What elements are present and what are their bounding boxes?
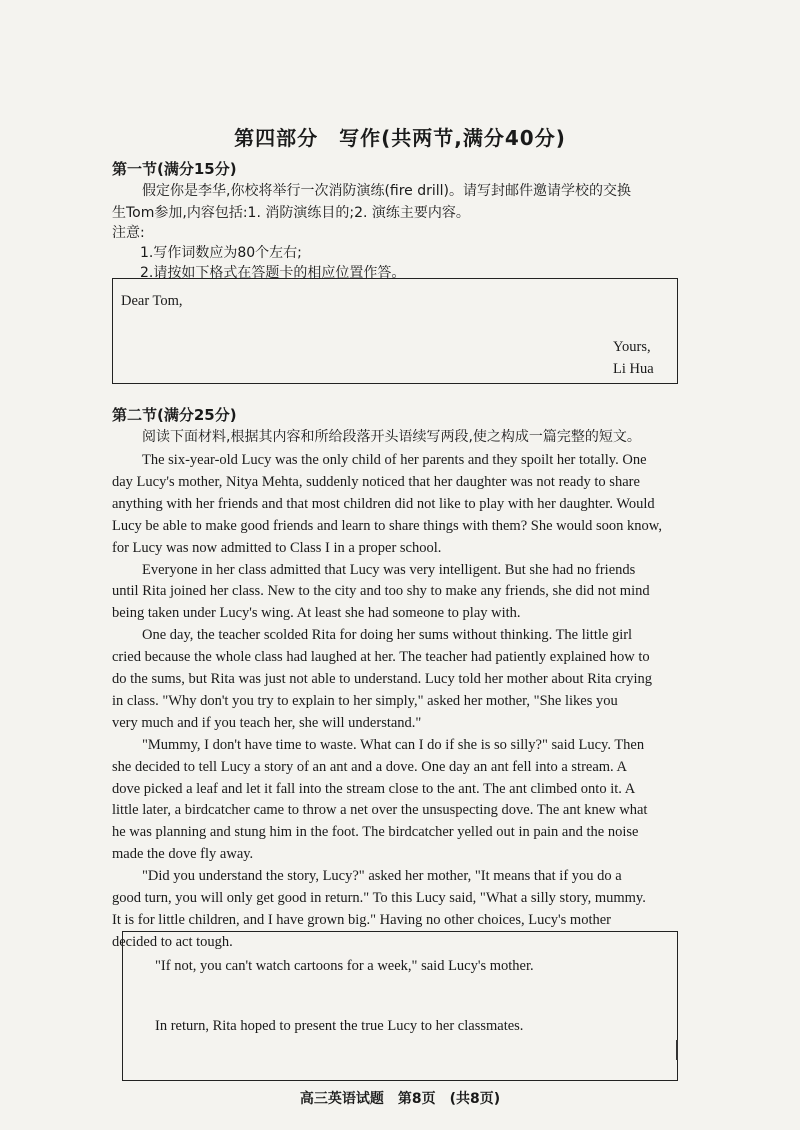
passage-line: she decided to tell Lucy a story of an ant and a dove. One day an ant fell into a stream. A: [112, 758, 627, 775]
passage-line: very much and if you teach her, she will understand.": [112, 714, 422, 731]
note-1: 1.写作词数应为80个左右;: [140, 245, 302, 261]
passage-line: "Mummy, I don't have time to waste. What can I do if she is so silly?" said Lucy. Then: [142, 736, 645, 753]
section1-heading: 第一节(满分15分): [112, 160, 237, 178]
margin-mark: [676, 1040, 678, 1060]
passage-line: anything with her friends and that most children did not like to play with her daughter. Would: [112, 495, 655, 512]
passage-line: "Did you understand the story, Lucy?" asked her mother, "It means that if you do a: [142, 868, 622, 885]
letter-greeting: Dear Tom,: [121, 293, 183, 309]
part-title: 第四部分 写作(共两节,满分40分): [234, 126, 566, 150]
passage-line: in class. "Why don't you try to explain to her simply," asked her mother, "She likes you: [112, 692, 618, 709]
passage-line: It is for little children, and I have grown big." Having no other choices, Lucy's mother: [112, 911, 611, 928]
passage-line: Everyone in her class admitted that Lucy was very intelligent. But she had no friends: [142, 561, 636, 578]
section2-heading: 第二节(满分25分): [112, 406, 237, 424]
passage-line: he was planning and stung him in the foot. The birdcatcher yelled out in pain and the noise: [112, 824, 639, 841]
passage-line: dove picked a leaf and let it fall into the stream close to the ant. The ant climbed onto it. A: [112, 780, 636, 797]
passage-line: day Lucy's mother, Nitya Mehta, suddenly noticed that her daughter was not ready to share: [112, 473, 640, 490]
paragraph-start-2: In return, Rita hoped to present the true Lucy to her classmates.: [155, 1018, 524, 1034]
paragraph-start-1: "If not, you can't watch cartoons for a week," said Lucy's mother.: [155, 958, 534, 974]
passage-line: do the sums, but Rita was just not able to understand. Lucy told her mother about Rita crying: [112, 671, 653, 687]
passage-line: for Lucy was now admitted to Class I in a proper school.: [112, 539, 442, 556]
passage-line: good turn, you will only get good in return." To this Lucy said, "What a silly story, mummy.: [112, 890, 646, 906]
passage-line: cried because the whole class had laughed at her. The teacher had patiently explained how to: [112, 649, 650, 666]
note-2: 2.请按如下格式在答题卡的相应位置作答。: [140, 265, 406, 281]
passage-line: little later, a birdcatcher came to throw a net over the unsuspecting dove. The ant knew what: [112, 802, 648, 819]
passage-line: being taken under Lucy's wing. At least she had someone to play with.: [112, 605, 521, 622]
passage-line: Lucy be able to make good friends and learn to share things with them? She would soon know,: [112, 517, 662, 534]
passage-line: One day, the teacher scolded Rita for doing her sums without thinking. The little girl: [142, 627, 633, 644]
letter-format-box: [112, 278, 678, 384]
letter-closing: Yours,: [613, 339, 651, 355]
passage-line: made the dove fly away.: [112, 846, 254, 863]
letter-signature: Li Hua: [613, 361, 654, 377]
passage-line: The six-year-old Lucy was the only child of her parents and they spoilt her totally. One: [142, 452, 647, 468]
passage-line: decided to act tough.: [112, 933, 233, 950]
section1-prompt-line2: 生Tom参加,内容包括:1. 消防演练目的;2. 演练主要内容。: [112, 205, 470, 221]
notes-label: 注意:: [112, 225, 145, 241]
passage-line: until Rita joined her class. New to the city and too shy to make any friends, she did not mind: [112, 583, 650, 600]
page-footer: 高三英语试题 第8页 (共8页): [299, 1091, 501, 1107]
section2-instruction: 阅读下面材料,根据其内容和所给段落开头语续写两段,使之构成一篇完整的短文。: [142, 429, 641, 445]
answer-box: [122, 931, 678, 1081]
section1-prompt-line1: 假定你是李华,你校将举行一次消防演练(fire drill)。请写封邮件邀请学校的交换: [142, 183, 632, 199]
